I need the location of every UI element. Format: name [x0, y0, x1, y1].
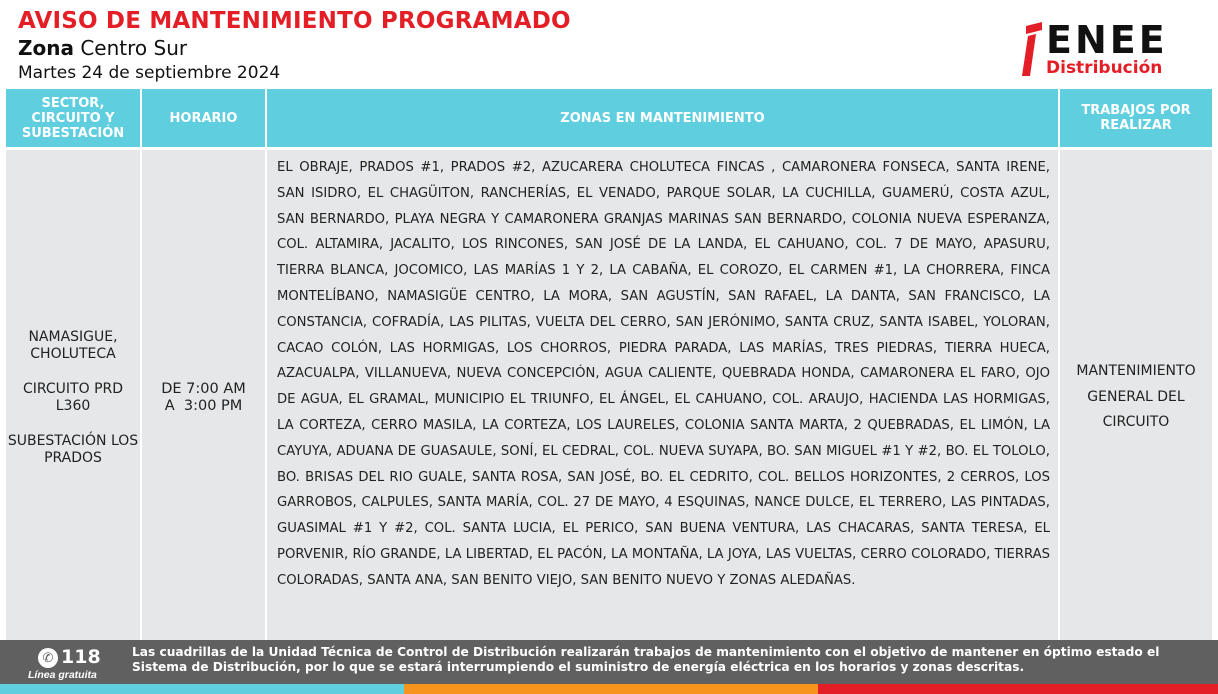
- table-header-row: [6, 89, 1212, 149]
- sector-circuit: CIRCUITO PRD L360: [22, 380, 124, 414]
- horario-end: A 3:00 PM: [164, 397, 243, 414]
- header-trabajos: TRABAJOS POR REALIZAR: [1059, 89, 1212, 149]
- page-title: AVISO DE MANTENIMIENTO PROGRAMADO: [18, 8, 571, 34]
- cell-zonas: EL OBRAJE, PRADOS #1, PRADOS #2, AZUCARERA CHOLUTECA FINCAS , CAMARONERA FONSECA, SANTA IRENE, SAN ISIDRO, EL CHAGÜITON, RANCHERÍAS, EL VENADO, PARQUE SOLAR, LA CUCHILLA, GUAMERÚ, COSTA AZUL, SAN BERNARDO, PLAYA NEGRA Y CAMARONERA GRANJAS MARINAS SAN BERNARDO, COLONIA NUEVA ESPERANZA, COL. ALTAMIRA, JACALITO, LOS RINCONES, SAN JOSÉ DE LA LANDA, EL CAHUANO, COL. 7 DE MAYO, APASURU, TIERRA BLANCA, JOCOMICO, LAS MARÍAS 1 Y 2, LA CABAÑA, EL COROZO, EL CARMEN #1, LA CHORRERA, FINCA MONTELÍBANO, NAMASIGÜE CENTRO, LA MORA, SAN AGUSTÍN, SAN RAFAEL, LA DANTA, SAN FRANCISCO, LA CONSTANCIA, COFRADÍA, LAS PILITAS, VUELTA DEL CERRO, SAN JERÓNIMO, SANTA CRUZ, SANTA ISABEL, YOLORAN, CACAO COLÓN, LAS HORMIGAS, LOS CHORROS, PIEDRA PARADA, LAS MARÍAS, TRES PIEDRAS, TIERRA HUECA, AZACUALPA, VILLANUEVA, NUEVA CONCEPCIÓN, AGUA CALIENTE, QUEBRADA HONDA, CAMARONERA EL FARO, OJO DE AGUA, EL GRAMAL, MUNICIPIO EL TRIUNFO, EL ÁNGEL, EL CAHUANO, COL. ARAUJO, HACIENDA LAS HORMIGAS, LA CORTEZA, CERRO MASILA, LA CORTEZA, LOS LAURELES, COLONIA SANTA MARTA, 2 QUEBRADAS, EL LIMÓN, LA CAYUYA, ADUANA DE GUASAULE, SONÍ, EL CEDRAL, COL. NUEVA SUYAPA, BO. SAN MIGUEL #1 Y #2, BO. EL TOLOLO, BO. BRISAS DEL RIO GUALE, SANTA ROSA, SAN JOSÉ, BO. EL CEDRITO, COL. BELLOS HORIZONTES, 2 CERROS, LOS GARROBOS, CALPULES, SANTA MARÍA, COL. 27 DE MAYO, 4 ESQUINAS, NANCE DULCE, EL TERRERO, LAS PINTADAS, GUASIMAL #1 Y #2, COL. SANTA LUCIA, EL PERICO, SAN BUENA VENTURA, LAS CHACARAS, SANTA TERESA, EL PORVENIR, RÍO GRANDE, LA LIBERTAD, EL PACÓN, LA MONTAÑA, LA JOYA, LAS VUELTAS, CERRO COLORADO, TIERRAS COLORADAS, SANTA ANA, SAN BENITO VIEJO, SAN BENITO NUEVO Y ZONAS ALEDAÑAS.: [266, 149, 1059, 646]
- header-horario: HORARIO: [141, 89, 266, 149]
- cell-sector: [6, 149, 141, 646]
- stripe-red: [818, 684, 1218, 694]
- enee-logo-mark-icon: [1020, 22, 1042, 78]
- phone-icon: ✆: [38, 648, 58, 668]
- sector-substation: SUBESTACIÓN LOS PRADOS: [7, 432, 139, 466]
- stripe-cyan: [0, 684, 404, 694]
- horario-start: DE 7:00 AM: [161, 380, 246, 397]
- enee-logo: [1020, 18, 1200, 82]
- notice-date: Martes 24 de septiembre 2024: [18, 63, 281, 83]
- sector-location: NAMASIGUE, CHOLUTECA: [28, 328, 118, 362]
- maintenance-table: [6, 89, 1212, 645]
- cell-trabajos: MANTENIMIENTO GENERAL DEL CIRCUITO: [1059, 149, 1212, 646]
- header-zonas: ZONAS EN MANTENIMIENTO: [266, 89, 1059, 149]
- footer-bar: [0, 640, 1218, 684]
- footer-notice-text: Las cuadrillas de la Unidad Técnica de Control de Distribución realizarán trabajos de mantenimiento con el objetivo de mantener en óptimo estado el Sistema de Distribución, por lo que se estará interrumpiendo el suministro de energía eléctrica en los horarios y zonas descritas.: [132, 645, 1160, 674]
- zone-prefix: Zona: [18, 36, 74, 60]
- header: [0, 0, 1218, 88]
- free-phone-line: [28, 646, 108, 682]
- cell-horario: [141, 149, 266, 646]
- zone-subtitle: [18, 36, 187, 60]
- phone-label: Línea gratuita: [28, 669, 97, 681]
- zone-name: Centro Sur: [80, 36, 188, 60]
- logo-wordmark: ENEE: [1046, 18, 1168, 62]
- table-row: [6, 149, 1212, 646]
- logo-subtitle: Distribución: [1046, 58, 1163, 78]
- phone-number: 118: [61, 646, 101, 668]
- stripe-orange: [404, 684, 818, 694]
- header-sector: SECTOR, CIRCUITO Y SUBESTACIÓN: [6, 89, 141, 149]
